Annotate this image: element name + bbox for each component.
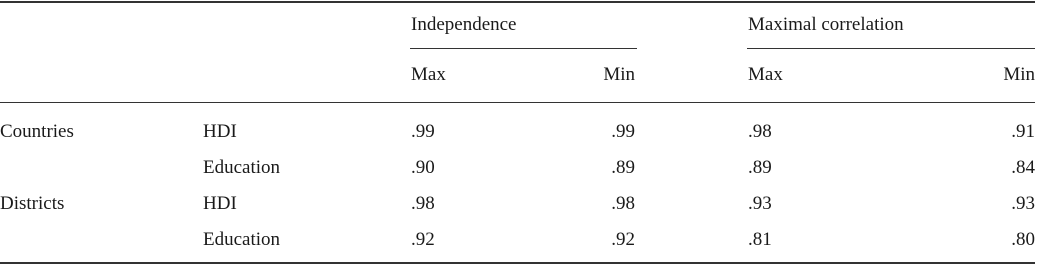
table-cell: .98: [611, 193, 635, 214]
table-cell: .92: [411, 229, 435, 250]
row-group-label: Countries: [0, 121, 74, 142]
row-measure-label: Education: [203, 229, 281, 250]
table-cell: .98: [411, 193, 435, 214]
table-cell: .99: [611, 121, 635, 142]
header-independence-min: Min: [603, 64, 635, 85]
table-cell: .92: [611, 229, 635, 250]
table-cell: .91: [1011, 121, 1035, 142]
table-cell: .90: [411, 157, 435, 178]
table-cell: .93: [1011, 193, 1035, 214]
table-cell: .80: [1011, 229, 1035, 250]
independence-span-rule: [410, 48, 637, 49]
table-cell: .99: [411, 121, 435, 142]
table-top-rule: [0, 1, 1035, 3]
row-group-label: Districts: [0, 193, 65, 214]
table-cell: .89: [611, 157, 635, 178]
row-measure-label: HDI: [203, 121, 237, 142]
header-group-independence: Independence: [411, 14, 517, 35]
table-cell: .84: [1011, 157, 1035, 178]
table-cell: .93: [748, 193, 772, 214]
header-maximal-correlation-min: Min: [1003, 64, 1035, 85]
row-measure-label: Education: [203, 157, 281, 178]
header-maximal-correlation-max: Max: [748, 64, 783, 85]
table-bottom-rule: [0, 262, 1035, 264]
row-measure-label: HDI: [203, 193, 237, 214]
maximal-correlation-span-rule: [747, 48, 1035, 49]
table-cell: .89: [748, 157, 772, 178]
header-group-maximal-correlation: Maximal correlation: [748, 14, 904, 35]
header-bottom-rule: [0, 102, 1035, 103]
table-cell: .81: [748, 229, 772, 250]
header-independence-max: Max: [411, 64, 446, 85]
table-cell: .98: [748, 121, 772, 142]
